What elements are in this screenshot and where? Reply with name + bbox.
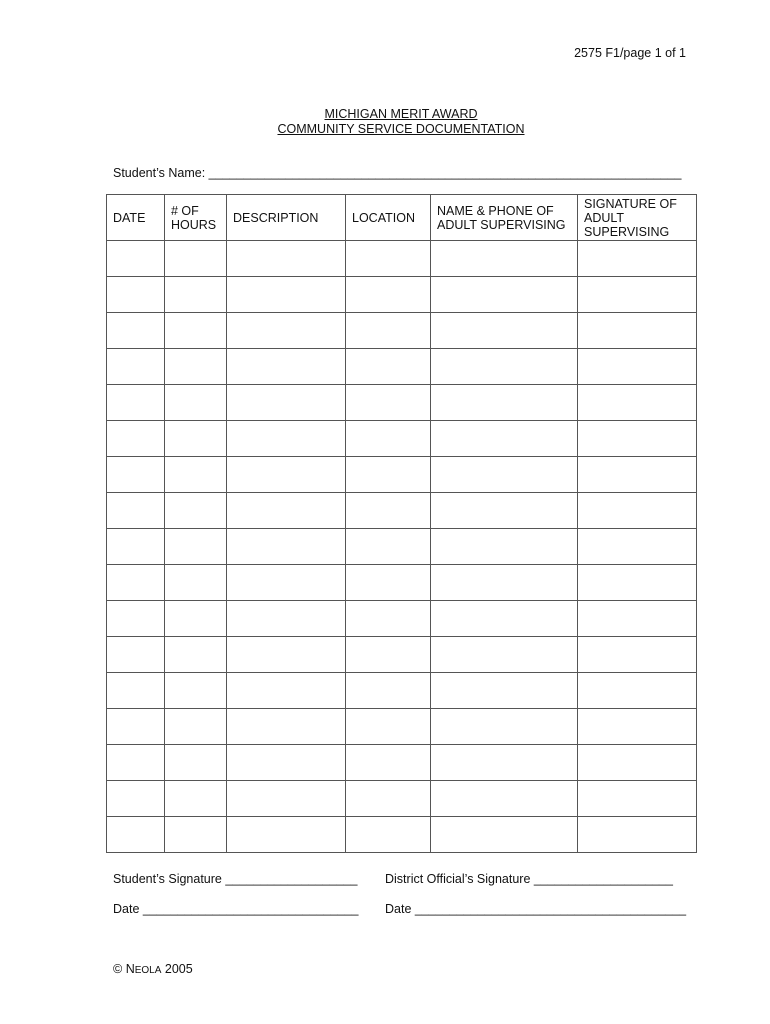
- table-cell[interactable]: [578, 241, 697, 277]
- table-cell[interactable]: [107, 313, 165, 349]
- table-cell[interactable]: [227, 601, 346, 637]
- table-cell[interactable]: [227, 493, 346, 529]
- table-cell[interactable]: [227, 385, 346, 421]
- table-cell[interactable]: [578, 421, 697, 457]
- table-row: [107, 457, 697, 493]
- table-cell[interactable]: [165, 709, 227, 745]
- district-signature-blank: ____________________: [533, 872, 673, 886]
- table-cell[interactable]: [227, 709, 346, 745]
- column-header-date: DATE: [107, 195, 165, 241]
- table-cell[interactable]: [431, 313, 578, 349]
- table-row: [107, 529, 697, 565]
- table-cell[interactable]: [431, 457, 578, 493]
- table-cell[interactable]: [578, 349, 697, 385]
- student-name-label: Student’s Name:: [113, 166, 206, 180]
- table-cell[interactable]: [227, 349, 346, 385]
- student-signature-label: Student’s Signature: [113, 872, 222, 886]
- table-cell[interactable]: [346, 493, 431, 529]
- table-cell[interactable]: [107, 385, 165, 421]
- table-cell[interactable]: [165, 673, 227, 709]
- table-cell[interactable]: [578, 637, 697, 673]
- table-row: [107, 817, 697, 853]
- table-cell[interactable]: [107, 493, 165, 529]
- table-cell[interactable]: [227, 457, 346, 493]
- table-cell[interactable]: [431, 421, 578, 457]
- table-cell[interactable]: [165, 349, 227, 385]
- table-cell[interactable]: [165, 421, 227, 457]
- table-row: [107, 241, 697, 277]
- table-cell[interactable]: [431, 529, 578, 565]
- table-cell[interactable]: [165, 385, 227, 421]
- table-cell[interactable]: [165, 781, 227, 817]
- table-cell[interactable]: [165, 493, 227, 529]
- table-cell[interactable]: [165, 529, 227, 565]
- table-cell[interactable]: [578, 601, 697, 637]
- table-cell[interactable]: [578, 457, 697, 493]
- table-cell[interactable]: [578, 817, 697, 853]
- table-row: [107, 349, 697, 385]
- table-cell[interactable]: [346, 781, 431, 817]
- table-cell[interactable]: [107, 817, 165, 853]
- student-signature-blank: ___________________: [225, 872, 358, 886]
- table-cell[interactable]: [578, 781, 697, 817]
- table-cell[interactable]: [107, 241, 165, 277]
- table-cell[interactable]: [165, 241, 227, 277]
- table-cell[interactable]: [107, 421, 165, 457]
- table-cell[interactable]: [227, 565, 346, 601]
- table-cell[interactable]: [227, 817, 346, 853]
- table-cell[interactable]: [107, 781, 165, 817]
- table-cell[interactable]: [227, 637, 346, 673]
- table-row: [107, 745, 697, 781]
- table-cell[interactable]: [227, 745, 346, 781]
- table-cell[interactable]: [578, 565, 697, 601]
- table-cell[interactable]: [227, 277, 346, 313]
- district-date-field[interactable]: [385, 902, 686, 916]
- table-cell[interactable]: [107, 277, 165, 313]
- student-date-field[interactable]: [113, 902, 358, 916]
- table-cell[interactable]: [431, 781, 578, 817]
- table-cell[interactable]: [431, 637, 578, 673]
- student-name-field[interactable]: [113, 166, 681, 180]
- table-cell[interactable]: [578, 673, 697, 709]
- table-cell[interactable]: [346, 601, 431, 637]
- column-header-supervisor-signature: SIGNATURE OF ADULT SUPERVISING: [578, 195, 697, 241]
- table-cell[interactable]: [165, 565, 227, 601]
- table-cell[interactable]: [346, 277, 431, 313]
- district-signature-field[interactable]: [385, 872, 673, 886]
- table-cell[interactable]: [107, 565, 165, 601]
- table-row: [107, 673, 697, 709]
- form-title: MICHIGAN MERIT AWARD: [324, 107, 478, 121]
- table-cell[interactable]: [578, 709, 697, 745]
- table-cell[interactable]: [165, 745, 227, 781]
- table-cell[interactable]: [346, 565, 431, 601]
- table-cell[interactable]: [431, 241, 578, 277]
- table-cell[interactable]: [431, 277, 578, 313]
- table-cell[interactable]: [346, 637, 431, 673]
- table-row: [107, 565, 697, 601]
- table-cell[interactable]: [431, 601, 578, 637]
- table-cell[interactable]: [578, 493, 697, 529]
- table-cell[interactable]: [227, 313, 346, 349]
- table-cell[interactable]: [431, 817, 578, 853]
- district-date-blank: _______________________________________: [414, 902, 687, 916]
- table-cell[interactable]: [431, 673, 578, 709]
- table-cell[interactable]: [578, 385, 697, 421]
- table-row: [107, 781, 697, 817]
- student-date-label: Date: [113, 902, 140, 916]
- table-row: [107, 637, 697, 673]
- table-cell[interactable]: [107, 673, 165, 709]
- column-header-location: LOCATION: [346, 195, 431, 241]
- student-date-blank: _______________________________: [142, 902, 359, 916]
- copyright-year: 2005: [164, 962, 193, 976]
- table-cell[interactable]: [227, 673, 346, 709]
- table-cell[interactable]: [346, 313, 431, 349]
- table-cell[interactable]: [431, 745, 578, 781]
- table-header-row: [107, 195, 697, 241]
- brand-name: NEOLA: [125, 962, 162, 976]
- column-header-supervisor-name-phone: NAME & PHONE OF ADULT SUPERVISING: [431, 195, 578, 241]
- table-cell[interactable]: [346, 709, 431, 745]
- student-name-blank: ____________________________________________________________________: [208, 166, 682, 180]
- service-log-table: [106, 194, 697, 853]
- table-cell[interactable]: [107, 637, 165, 673]
- table-cell[interactable]: [107, 529, 165, 565]
- table-cell[interactable]: [227, 781, 346, 817]
- table-cell[interactable]: [107, 601, 165, 637]
- table-body: [107, 241, 697, 853]
- column-header-description: DESCRIPTION: [227, 195, 346, 241]
- table-cell[interactable]: [578, 277, 697, 313]
- table-cell[interactable]: [346, 529, 431, 565]
- table-row: [107, 601, 697, 637]
- district-date-label: Date: [385, 902, 412, 916]
- table-cell[interactable]: [165, 817, 227, 853]
- table-cell[interactable]: [107, 709, 165, 745]
- table-row: [107, 277, 697, 313]
- student-signature-field[interactable]: [113, 872, 357, 886]
- district-signature-label: District Official’s Signature: [385, 872, 531, 886]
- copyright-notice: [113, 962, 193, 976]
- table-cell[interactable]: [346, 385, 431, 421]
- table-cell[interactable]: [165, 457, 227, 493]
- table-cell[interactable]: [431, 565, 578, 601]
- table-cell[interactable]: [107, 349, 165, 385]
- table-cell[interactable]: [165, 601, 227, 637]
- table-cell[interactable]: [431, 349, 578, 385]
- table-cell[interactable]: [431, 709, 578, 745]
- table-cell[interactable]: [165, 637, 227, 673]
- table-cell[interactable]: [578, 745, 697, 781]
- table-cell[interactable]: [346, 241, 431, 277]
- page-reference: 2575 F1/page 1 of 1: [574, 46, 686, 60]
- table-cell[interactable]: [346, 817, 431, 853]
- table-row: [107, 709, 697, 745]
- table-cell[interactable]: [346, 457, 431, 493]
- form-subtitle: COMMUNITY SERVICE DOCUMENTATION: [277, 122, 525, 136]
- copyright-symbol: ©: [113, 962, 123, 976]
- table-cell[interactable]: [165, 313, 227, 349]
- table-cell[interactable]: [227, 421, 346, 457]
- table-cell[interactable]: [431, 493, 578, 529]
- table-cell[interactable]: [578, 529, 697, 565]
- table-row: [107, 421, 697, 457]
- table-cell[interactable]: [346, 745, 431, 781]
- table-row: [107, 493, 697, 529]
- table-cell[interactable]: [346, 673, 431, 709]
- column-header-hours: # OF HOURS: [165, 195, 227, 241]
- table-cell[interactable]: [431, 385, 578, 421]
- table-cell[interactable]: [227, 241, 346, 277]
- table-cell[interactable]: [165, 277, 227, 313]
- table-cell[interactable]: [107, 457, 165, 493]
- table-cell[interactable]: [578, 313, 697, 349]
- table-cell[interactable]: [346, 421, 431, 457]
- table-row: [107, 313, 697, 349]
- table-cell[interactable]: [107, 745, 165, 781]
- table-cell[interactable]: [346, 349, 431, 385]
- table-cell[interactable]: [227, 529, 346, 565]
- table-row: [107, 385, 697, 421]
